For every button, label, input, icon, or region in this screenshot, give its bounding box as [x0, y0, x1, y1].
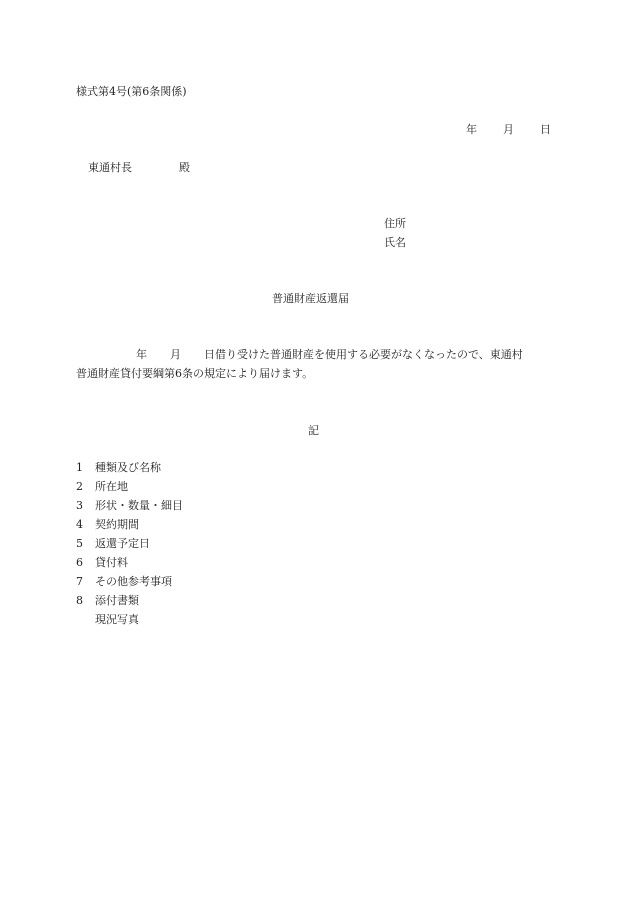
list-item [76, 594, 183, 613]
date-year: 年 [466, 123, 477, 136]
item-list [76, 461, 183, 632]
body-line-1 [136, 348, 523, 362]
body-text-1: 日借り受けた普通財産を使用する必要がなくなったので、東通村 [204, 348, 523, 361]
list-item [76, 537, 183, 556]
date-month: 月 [503, 123, 514, 136]
attachment-sub-label: 現況写真 [95, 613, 139, 626]
item-label: 貸付料 [95, 556, 128, 569]
list-item [76, 499, 183, 518]
item-number: 8 [76, 594, 83, 607]
item-number: 6 [76, 556, 83, 569]
addressee-name: 東通村長 [88, 161, 132, 174]
document-title: 普通財産返還届 [272, 292, 349, 305]
list-item [76, 575, 183, 594]
body-year: 年 [136, 348, 147, 361]
list-item [76, 518, 183, 537]
list-item-sub [76, 613, 183, 632]
item-number: 4 [76, 518, 83, 531]
item-number: 7 [76, 575, 83, 588]
list-item [76, 556, 183, 575]
addressee [88, 161, 190, 175]
item-number: 2 [76, 480, 83, 493]
body-line-2: 普通財産貸付要綱第6条の規定により届けます。 [76, 367, 314, 380]
list-item [76, 480, 183, 499]
item-label: 契約期間 [95, 518, 139, 531]
item-label: 所在地 [95, 480, 128, 493]
date-line [466, 123, 551, 137]
item-label: 種類及び名称 [95, 461, 161, 474]
item-label: 形状・数量・細目 [95, 499, 183, 512]
item-label: 添付書類 [95, 594, 139, 607]
applicant-address-label: 住所 [384, 217, 406, 230]
item-label: その他参考事項 [95, 575, 172, 588]
applicant-name-label: 氏名 [384, 236, 406, 249]
form-number: 様式第4号(第6条関係) [76, 85, 187, 98]
item-label: 返還予定日 [95, 537, 150, 550]
item-number: 5 [76, 537, 83, 550]
item-number: 1 [76, 461, 83, 474]
list-item [76, 461, 183, 480]
ki-heading: 記 [308, 424, 319, 437]
addressee-honorific: 殿 [179, 161, 190, 174]
date-day: 日 [540, 123, 551, 136]
body-month: 月 [170, 348, 181, 361]
item-number: 3 [76, 499, 83, 512]
